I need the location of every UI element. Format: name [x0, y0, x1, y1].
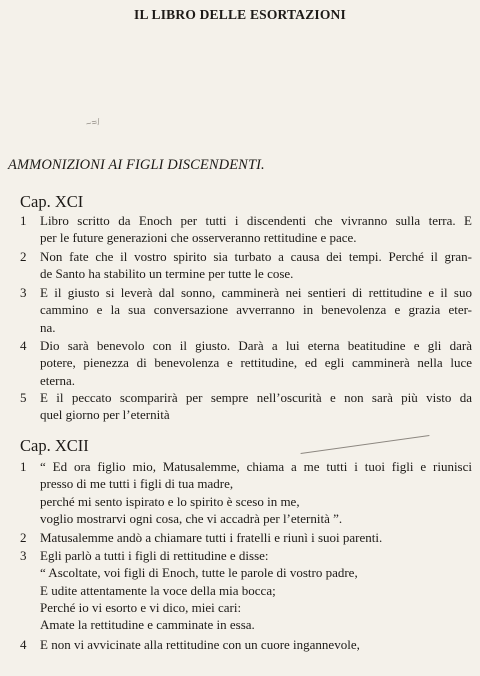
verse-line: Dio sarà benevolo con il giusto. Darà a lui eterna beatitudine e gli darà — [40, 338, 472, 353]
verse — [20, 337, 472, 389]
verse-line: cammino e la sua conversazione avverranno in benevolenza e grazia eter- — [40, 302, 472, 318]
verse-line: voglio mostrarvi ogni cosa, che vi accadrà per l’eternità ”. — [40, 510, 343, 526]
verse-line: eterna. — [40, 372, 76, 388]
verse-line: per le future generazioni che osserveranno rettitudine e pace. — [40, 230, 357, 246]
verse — [20, 458, 472, 527]
verse-line: presso di me tutti i figli di tua madre, — [40, 476, 234, 492]
verse — [20, 547, 472, 633]
verse-line: quel giorno per l’eternità — [40, 407, 170, 423]
pencil-scratch — [301, 435, 430, 454]
verse-number: 5 — [20, 390, 27, 405]
verse-line: na. — [40, 319, 56, 335]
verse — [20, 636, 472, 653]
verse-line: E il giusto si leverà dal sonno, camminerà nei sentieri di rettitudine e il suo — [40, 285, 472, 300]
verse — [20, 529, 472, 546]
verse — [20, 212, 472, 247]
verse — [20, 284, 472, 336]
verse-line: “ Ed ora figlio mio, Matusalemme, chiama a me tutti i tuoi figli e riunisci — [40, 459, 472, 474]
verse-line: E non vi avvicinate alla rettitudine con un cuore ingannevole, — [40, 637, 360, 652]
verse-number: 1 — [20, 459, 27, 474]
verse-line: Matusalemme andò a chiamare tutti i fratelli e riunì i suoi parenti. — [40, 530, 383, 545]
verse-line: E il peccato scomparirà per sempre nell’oscurità e non sarà più visto da — [40, 390, 472, 405]
verse-line: Amate la rettitudine e camminate in essa. — [40, 617, 255, 633]
verse-number: 4 — [20, 637, 27, 652]
verse-number: 2 — [20, 249, 27, 264]
verse-number: 1 — [20, 213, 27, 228]
verse-line: perché mi sento ispirato e lo spirito è sceso in me, — [40, 493, 300, 509]
page-header: IL LIBRO DELLE ESORTAZIONI — [134, 7, 346, 22]
verse-line: Perché io vi esorto e vi dico, miei cari: — [40, 599, 242, 615]
verse-number: 3 — [20, 285, 27, 300]
verse — [20, 389, 472, 424]
verse-line: Non fate che il vostro spirito sia turbato a causa dei tempi. Perché il gran- — [40, 249, 472, 264]
chapter-title: Cap. XCI — [20, 192, 84, 211]
verse-line: Libro scritto da Enoch per tutti i discendenti che vivranno sulla terra. E — [40, 213, 472, 228]
verse-line: Egli parlò a tutti i figli di rettitudine e disse: — [40, 548, 269, 563]
verse-line: de Santo ha stabilito un termine per tutte le cose. — [40, 266, 294, 282]
verse-number: 2 — [20, 530, 27, 545]
pencil-mark: −=/ — [85, 116, 102, 131]
verse-line: “ Ascoltate, voi figli di Enoch, tutte le parole di vostro padre, — [40, 565, 358, 581]
verse-line: potere, pienezza di benevolenza e rettitudine, ed egli camminerà nella luce — [40, 355, 472, 371]
verse-line: E udite attentamente la voce della mia bocca; — [40, 582, 276, 598]
chapter-title: Cap. XCII — [20, 436, 89, 455]
verse-number: 3 — [20, 548, 27, 563]
section-intro: AMMONIZIONI AI FIGLI DISCENDENTI. — [8, 157, 265, 173]
verse — [20, 248, 472, 283]
verse-number: 4 — [20, 338, 27, 353]
